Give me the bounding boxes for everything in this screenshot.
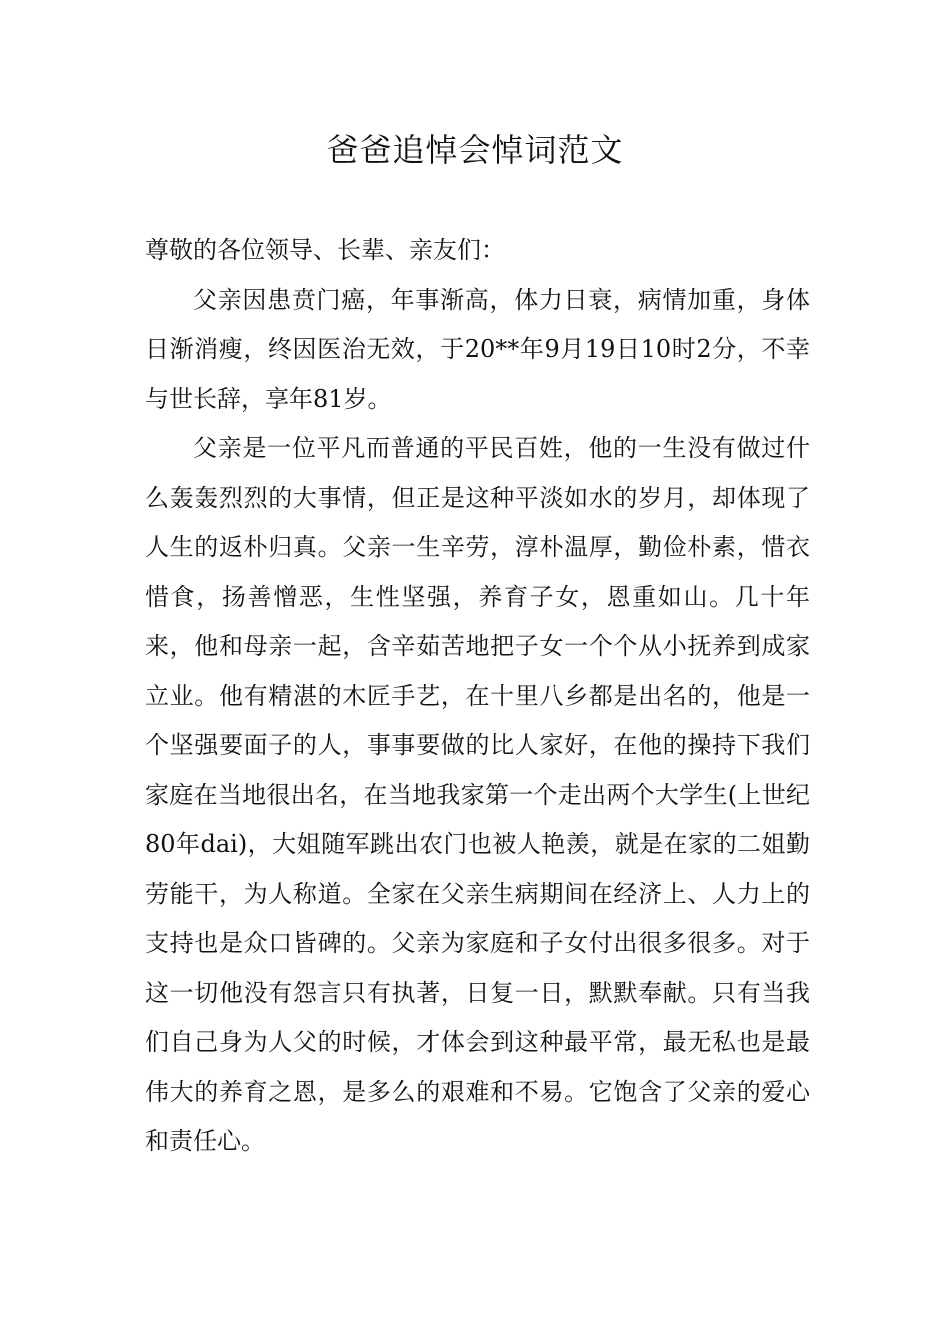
document-body — [145, 226, 810, 1167]
salutation: 尊敬的各位领导、长辈、亲友们： — [145, 236, 505, 264]
paragraph-illness: 父亲因患贲门癌，年事渐高，体力日衰，病情加重，身体日渐消瘦，终因医治无效，于20**年9月19日10时2分，不幸与世长辞，享年81岁。 — [145, 285, 810, 413]
paragraph-life: 父亲是一位平凡而普通的平民百姓，他的一生没有做过什么轰轰烈烈的大事情，但正是这种平淡如水的岁月，却体现了人生的返朴归真。父亲一生辛劳，淳朴温厚，勤俭朴素，惜衣惜食，扬善憎恶，生性坚强，养育子女，恩重如山。几十年来，他和母亲一起，含辛茹苦地把子女一个个从小抚养到成家立业。他有精湛的木匠手艺，在十里八乡都是出名的，他是一个坚强要面子的人，事事要做的比人家好，在他的操持下我们家庭在当地很出名，在当地我家第一个走出两个大学生(上世纪80年dai)，大姐随军跳出农门也被人艳羡，就是在家的二姐勤劳能干，为人称道。全家在父亲生病期间在经济上、人力上的支持也是众口皆碑的。父亲为家庭和子女付出很多很多。对于这一切他没有怨言只有执著，日复一日，默默奉献。只有当我们自己身为人父的时候，才体会到这种最平常，最无私也是最伟大的养育之恩，是多么的艰难和不易。它饱含了父亲的爱心和责任心。 — [145, 434, 810, 1155]
document-title: 爸爸追悼会悼词范文 — [326, 131, 624, 169]
